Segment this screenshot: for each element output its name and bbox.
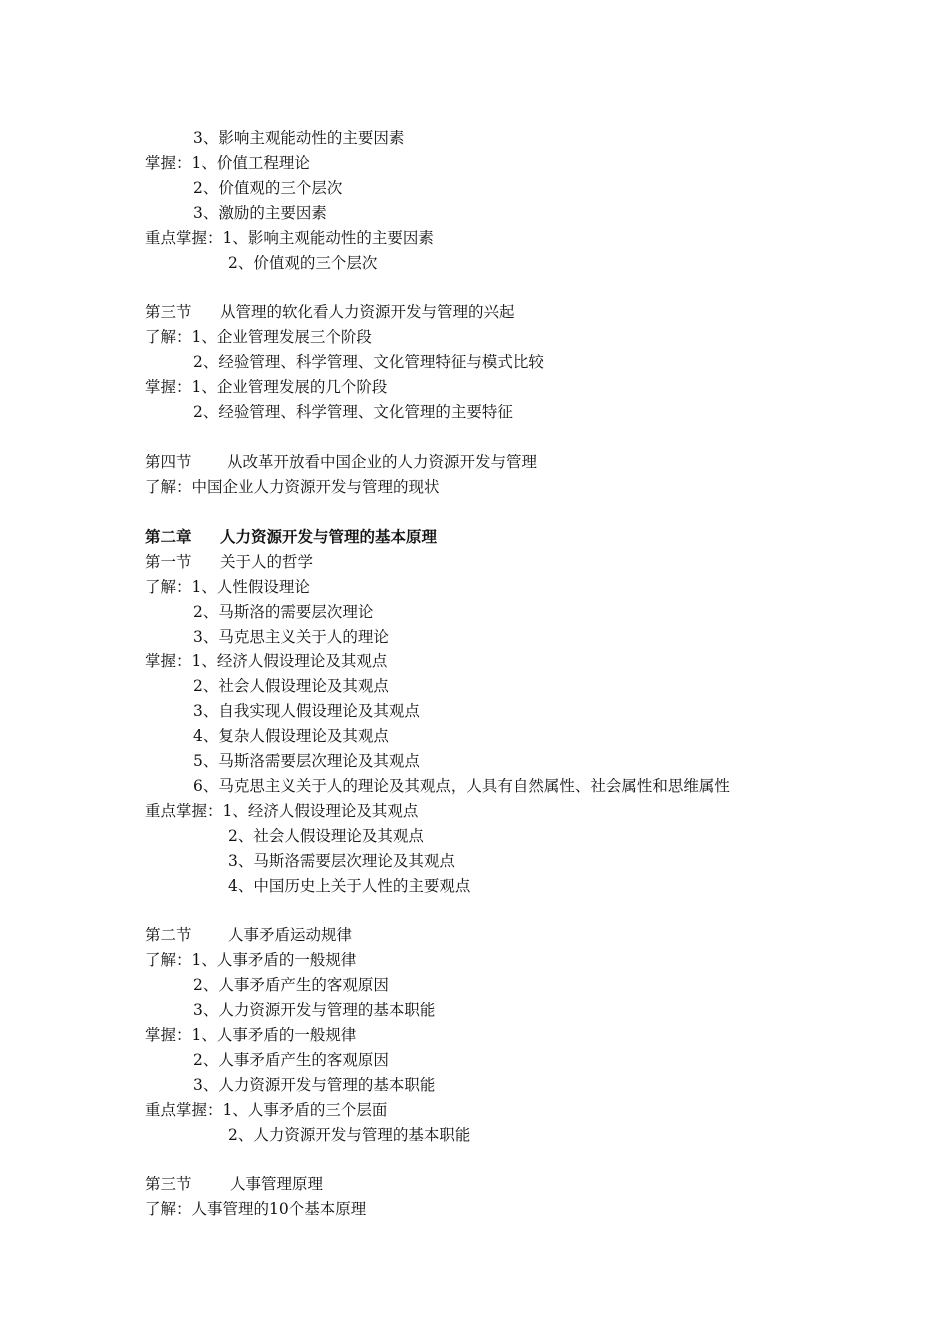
- text-line: 2、价值观的三个层次: [228, 254, 378, 272]
- section-number: 第三节: [145, 303, 192, 321]
- text-line: 3、激励的主要因素: [193, 204, 327, 222]
- text-line: 掌握：1、经济人假设理论及其观点: [145, 652, 388, 670]
- text-line: 3、人力资源开发与管理的基本职能: [193, 1076, 436, 1094]
- section-title: 人事矛盾运动规律: [228, 926, 353, 944]
- text-line: 了解：1、企业管理发展三个阶段: [145, 328, 372, 346]
- section-title: 从改革开放看中国企业的人力资源开发与管理: [227, 453, 538, 471]
- text-line: 3、人力资源开发与管理的基本职能: [193, 1001, 436, 1019]
- text-line: 2、经验管理、科学管理、文化管理的主要特征: [193, 403, 513, 421]
- section-number: 第一节: [145, 553, 192, 571]
- text-line: 4、复杂人假设理论及其观点: [193, 727, 389, 745]
- text-line: 3、马斯洛需要层次理论及其观点: [228, 852, 455, 870]
- section-number: 第二节: [145, 926, 192, 944]
- text-line: 了解：1、人性假设理论: [145, 578, 310, 596]
- text-line: 4、中国历史上关于人性的主要观点: [228, 877, 471, 895]
- text-line: 3、马克思主义关于人的理论: [193, 628, 389, 646]
- text-line: 2、人力资源开发与管理的基本职能: [228, 1126, 471, 1144]
- section-title: 从管理的软化看人力资源开发与管理的兴起: [220, 303, 515, 321]
- section-number: 第三节: [145, 1175, 192, 1193]
- text-line: 掌握：1、价值工程理论: [145, 154, 310, 172]
- chapter-number: 第二章: [145, 527, 192, 546]
- text-line: 重点掌握：1、经济人假设理论及其观点: [145, 802, 419, 820]
- text-line: 2、经验管理、科学管理、文化管理特征与模式比较: [193, 353, 544, 371]
- text-line: 2、人事矛盾产生的客观原因: [193, 976, 389, 994]
- text-line: 5、马斯洛需要层次理论及其观点: [193, 752, 420, 770]
- text-line: 了解：1、人事矛盾的一般规律: [145, 951, 357, 969]
- text-line: 3、自我实现人假设理论及其观点: [193, 702, 420, 720]
- text-line: 重点掌握：1、人事矛盾的三个层面: [145, 1101, 388, 1119]
- section-number: 第四节: [145, 453, 192, 471]
- text-line: 2、社会人假设理论及其观点: [228, 827, 424, 845]
- text-line: 3、影响主观能动性的主要因素: [193, 129, 405, 147]
- text-line: 2、人事矛盾产生的客观原因: [193, 1051, 389, 1069]
- text-line: 重点掌握：1、影响主观能动性的主要因素: [145, 229, 434, 247]
- text-line: 了解：人事管理的10个基本原理: [145, 1200, 367, 1218]
- chapter-title: 人力资源开发与管理的基本原理: [220, 527, 438, 546]
- text-line: 6、马克思主义关于人的理论及其观点，人具有自然属性、社会属性和思维属性: [193, 777, 730, 795]
- text-line: 了解：中国企业人力资源开发与管理的现状: [145, 478, 440, 496]
- text-line: 掌握：1、人事矛盾的一般规律: [145, 1026, 357, 1044]
- text-line: 2、马斯洛的需要层次理论: [193, 603, 374, 621]
- section-title: 人事管理原理: [230, 1175, 324, 1193]
- text-line: 掌握：1、企业管理发展的几个阶段: [145, 378, 388, 396]
- text-line: 2、社会人假设理论及其观点: [193, 677, 389, 695]
- section-title: 关于人的哲学: [220, 553, 314, 571]
- text-line: 2、价值观的三个层次: [193, 179, 343, 197]
